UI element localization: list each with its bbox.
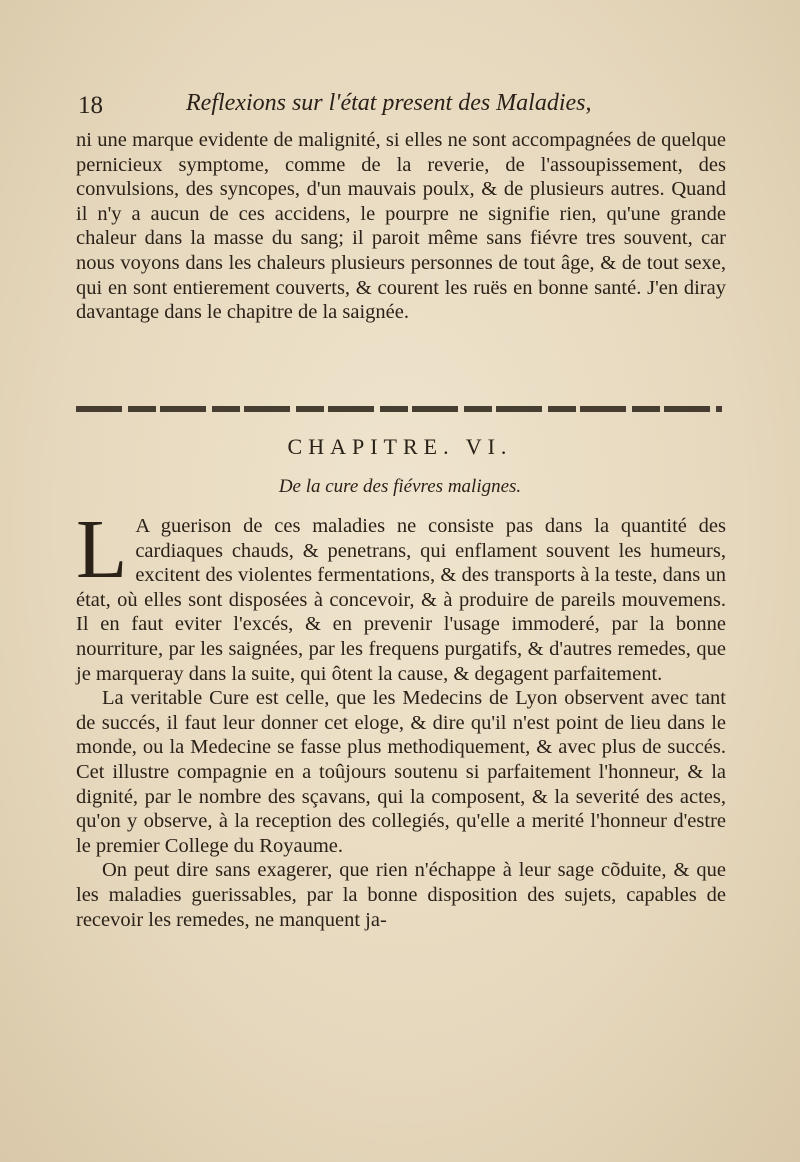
first-paragraph-text: A guerison de ces maladies ne consiste pas dans la quantité des cardiaques chauds, & penetrans, qui enflament souvent les humeurs, excitent des violentes fermentations, & des transports à la teste, dans un état, où elles sont disposées à concevoir, & à produire de pareils mouvemens. Il en faut eviter l'excés, & en prevenir l'usage immoderé, par la bonne nourriture, par les saignées, par les frequens purgatifs, & d'autres remedes, que je marqueray dans la suite, qui ôtent la cause, & degagent parfaitement. [76,515,726,685]
drop-cap: L [76,503,128,596]
second-paragraph: La veritable Cure est celle, que les Medecins de Lyon observent avec tant de succés, il faut leur donner cet eloge, & dire qu'il n'est point de lieu dans le monde, ou la Medecine se fasse plus methodiquement, & avec plus de succés. Cet illustre compagnie en a toûjours soutenu si parfaitement l'honneur, & la dignité, par le nombre des sçavans, qui la composent, & la severité des actes, qu'on y observe, à la reception des collegiés, qu'elle a merité l'honneur d'estre le premier College du Royaume. [76,687,726,857]
third-paragraph: On peut dire sans exagerer, que rien n'échappe à leur sage cõduite, & que les maladies guerissables, par la bonne disposition des sujets, capables de recevoir les remedes, ne manquent ja- [76,859,726,931]
page-header [78,88,728,128]
chapter-subtitle: De la cure des fiévres malignes. [278,476,522,497]
page-number: 18 [78,92,103,119]
chapter-text-block [76,503,726,932]
continued-paragraph: ni une marque evidente de malignité, si elles ne sont accompagnées de quelque pernicieux symptome, comme de la reverie, de l'assoupissement, des convulsions, des syncopes, d'un mauvais poulx, & de plusieurs autres. Quand il n'y a aucun de ces accidens, le pourpre ne signifie rien, qu'une grande chaleur dans la masse du sang; il paroit même sans fiévre tres souvent, car nous voyons dans les chaleurs plusieurs personnes de tout âge, & de tout sexe, qui en sont entierement couverts, & courent les ruës en bonne santé. J'en diray davantage dans le chapitre de la saignée. [76,129,726,324]
running-head: Reflexions sur l'état present des Maladies, [186,90,592,116]
chapter-title: CHAPITRE. VI. [287,434,513,459]
ornamental-rule [76,406,722,412]
first-paragraph [76,503,726,686]
continued-text-block [76,128,726,325]
